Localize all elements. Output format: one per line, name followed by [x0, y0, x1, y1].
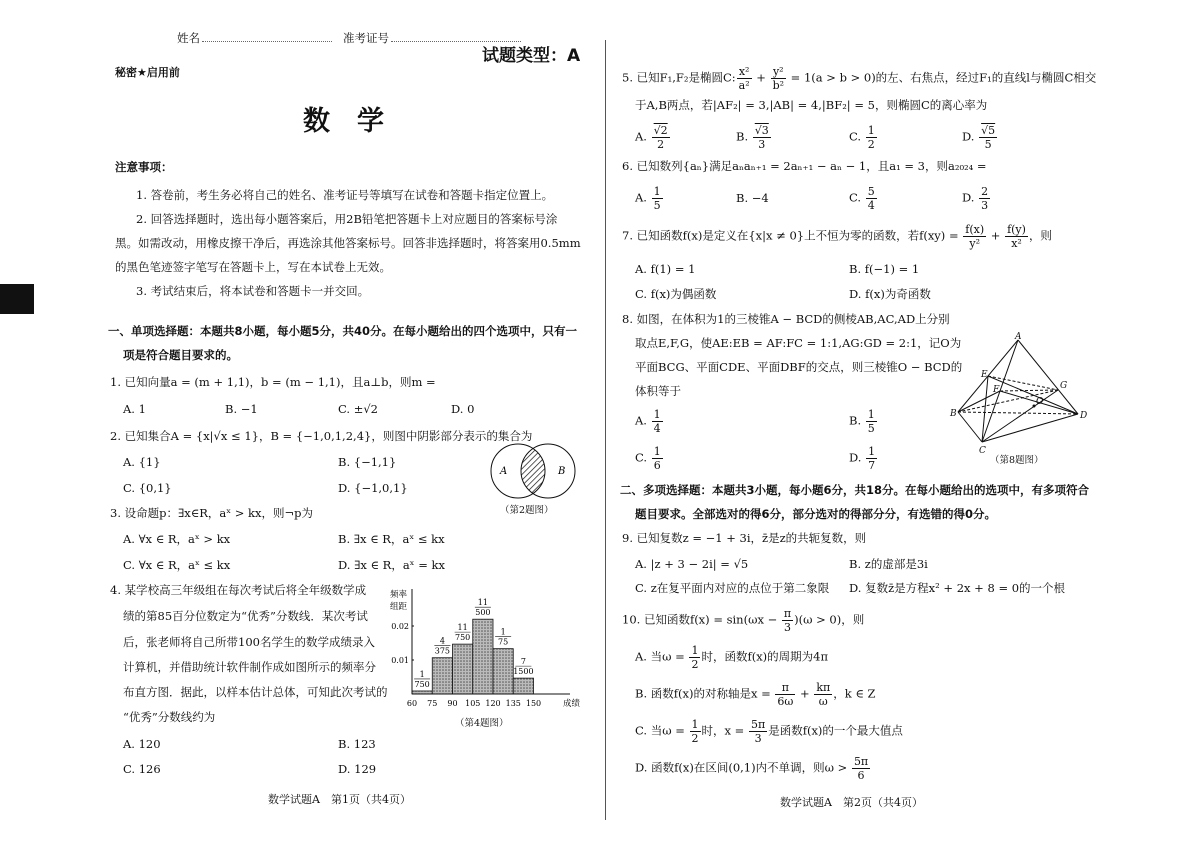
- q8-option-d[interactable]: D. $\frac{1}{7}$: [849, 445, 876, 472]
- q4-line-5: 布直方图．据此，以样本估计总体，可知此次考试的: [123, 685, 388, 699]
- histogram-bar-3: [473, 619, 493, 694]
- note-2-cont: 黑。如需改动，用橡皮擦干净后，再选涂其他答案标号。回答非选择题时，将答案用0.5mm: [115, 236, 581, 250]
- q9-option-b[interactable]: B. z的虚部是3i: [849, 557, 928, 571]
- q8-line-2: 取点E,F,G，使AE:EB = AF:FC = 1:1,AG:GD = 2:1，记O为: [635, 336, 962, 350]
- q9-option-a[interactable]: A. |z + 3 − 2i| = √5: [635, 557, 749, 571]
- histogram-bar-2: [453, 644, 473, 694]
- q4-line-4: 计算机，并借助统计软件制作成如图所示的频率分: [123, 660, 376, 674]
- q3-stem: 3. 设命题p：∃x∈R，aˣ > kx，则¬p为: [110, 506, 314, 520]
- section1-title: 一、单项选择题：本题共8小题，每小题5分，共40分。在每小题给出的四个选项中，只有一: [108, 324, 578, 338]
- bar-label-num-4: 1: [500, 627, 506, 637]
- vertex-c-label: C: [979, 446, 986, 456]
- q7-option-b[interactable]: B. f(−1) = 1: [849, 262, 920, 276]
- vertex-a-label: A: [1015, 332, 1022, 342]
- q5-option-c[interactable]: C. $\frac{1}{2}$: [849, 124, 875, 151]
- x-tick-label-4: 120: [485, 699, 501, 708]
- x-axis-label: 成绩: [563, 699, 580, 709]
- q10-option-a[interactable]: A. 当ω = $\frac{1}{2}$ 时，函数f(x)的周期为4π: [635, 644, 829, 671]
- name-field-label: 姓名: [177, 31, 332, 45]
- q4-line-1: 4. 某学校高三年级组在每次考试后将全年级数学成: [110, 583, 367, 597]
- y-tick-label-0: 0.01: [391, 656, 409, 665]
- q4-figure-caption: （第4题图）: [455, 718, 509, 729]
- q5-stem: 5. 已知F₁,F₂是椭圆C: $\frac{\text{x²}}{\text{a²}}$ + $\frac{\text{y²}}{\text{b²}}$ = 1(a > b > 0)的左、右焦点，经过F₁的直线l与椭圆C相交: [622, 65, 1097, 92]
- bar-label-den-0: 750: [414, 679, 430, 689]
- point-f-label: F: [993, 385, 1000, 395]
- q6-option-d[interactable]: D. $\frac{2}{3}$: [962, 185, 989, 212]
- x-tick-label-0: 60: [406, 699, 418, 708]
- note-2: 2. 回答选择题时，选出每小题答案后，用2B铅笔把答题卡上对应题目的答案标号涂: [136, 212, 558, 226]
- q8-option-a[interactable]: A. $\frac{1}{4}$: [635, 408, 661, 435]
- q4-line-2: 绩的第85百分位数定为“优秀”分数线．某次考试: [123, 609, 368, 623]
- q6-option-b[interactable]: B. −4: [736, 191, 769, 205]
- q2-stem: 2. 已知集合A = {x|√x ≤ 1}，B = {−1,0,1,2,4}，则图中阴影部分表示的集合为: [110, 429, 533, 443]
- q3-option-b[interactable]: B. ∃x ∈ R，aˣ ≤ kx: [338, 532, 445, 546]
- q7-option-d[interactable]: D. f(x)为奇函数: [849, 287, 931, 301]
- q7-stem: 7. 已知函数f(x)是定义在{x|x ≠ 0}上不恒为零的函数，若f(xy) = $\frac{f(x)}{\text{y²}}$ + $\frac{f(y)}{\text{x²}}$ ，则: [622, 223, 1052, 250]
- q1-option-b[interactable]: B. −1: [225, 402, 258, 416]
- q8-line-3: 平面BCG、平面CDE、平面DBF的交点，则三棱锥O − BCD的: [635, 360, 963, 374]
- q8-line-4: 体积等于: [635, 384, 681, 398]
- q10-option-b[interactable]: B. 函数f(x)的对称轴是x = $\frac{\pi}{6\omega}$ + $\frac{k\pi}{\omega}$ ，k ∈ Z: [635, 681, 876, 708]
- bar-label-num-0: 1: [419, 669, 425, 679]
- q1-stem: 1. 已知向量a = (m + 1,1)，b = (m − 1,1)，且a⊥b，则m =: [110, 375, 436, 389]
- q5-option-a[interactable]: A. $\frac{√2}{2}$: [635, 124, 668, 151]
- y-axis-label-bottom: 组距: [390, 602, 408, 612]
- q8-option-c[interactable]: C. $\frac{1}{6}$: [635, 445, 661, 472]
- note-1: 1. 答卷前，考生务必将自己的姓名、准考证号等填写在试卷和答题卡指定位置上。: [136, 188, 554, 202]
- tetrahedron-figure: [948, 330, 1088, 458]
- vertex-d-label: D: [1080, 411, 1088, 421]
- venn-diagram: [488, 440, 578, 502]
- q4-option-d[interactable]: D. 129: [338, 762, 377, 776]
- q4-option-b[interactable]: B. 123: [338, 737, 376, 751]
- point-e-label: E: [981, 370, 988, 380]
- x-tick-label-5: 135: [505, 699, 521, 708]
- section2-title: 二、多项选择题：本题共3小题，每小题6分，共18分。在每小题给出的选项中，有多项符合: [620, 483, 1090, 497]
- bar-label-num-5: 7: [520, 657, 526, 667]
- q2-option-d[interactable]: D. {−1,0,1}: [338, 481, 408, 495]
- bar-label-num-2: 11: [457, 623, 468, 633]
- bar-label-den-3: 500: [475, 608, 491, 618]
- bar-label-den-5: 1500: [513, 667, 534, 677]
- exam-number-label: 准考证号: [343, 31, 521, 45]
- footer-left: 数学试题A 第1页（共4页）: [268, 793, 411, 806]
- q5-option-b[interactable]: B. $\frac{√3}{3}$: [736, 124, 769, 151]
- page-title: 数 学: [303, 106, 384, 137]
- q9-option-c[interactable]: C. z在复平面内对应的点位于第二象限: [635, 581, 830, 595]
- q5-stem-cont: 于A,B两点，若|AF₂| = 3,|AB| = 4,|BF₂| = 5，则椭圆C的离心率为: [635, 98, 988, 112]
- histogram-bar-1: [432, 658, 452, 694]
- x-tick-label-1: 75: [427, 699, 438, 708]
- q9-stem: 9. 已知复数z = −1 + 3i，z̄是z的共轭复数，则: [622, 531, 867, 545]
- note-2-end: 的黑色笔迹签字笔写在答题卡上，写在本试卷上无效。: [115, 260, 391, 274]
- q1-option-c[interactable]: C. ±√2: [338, 402, 378, 416]
- y-tick-label-1: 0.02: [391, 622, 409, 631]
- x-tick-label-6: 150: [525, 699, 542, 708]
- q3-option-d[interactable]: D. ∃x ∈ R，aˣ = kx: [338, 558, 445, 572]
- q2-figure-caption: （第2题图）: [500, 505, 554, 516]
- venn-label-a: A: [500, 466, 508, 477]
- q4-option-c[interactable]: C. 126: [123, 762, 161, 776]
- section1-title-cont: 项是符合题目要求的。: [123, 348, 238, 362]
- bar-label-num-1: 4: [439, 636, 445, 646]
- page-divider: [605, 40, 606, 820]
- q8-option-b[interactable]: B. $\frac{1}{5}$: [849, 408, 875, 435]
- q2-option-b[interactable]: B. {−1,1}: [338, 455, 397, 469]
- footer-right: 数学试题A 第2页（共4页）: [780, 796, 923, 809]
- q2-option-c[interactable]: C. {0,1}: [123, 481, 172, 495]
- q10-option-d[interactable]: D. 函数f(x)在区间(0,1)内不单调，则ω > $\frac{5\pi}{6}$: [635, 755, 869, 782]
- q7-option-a[interactable]: A. f(1) = 1: [635, 262, 696, 276]
- histogram-bar-5: [513, 678, 533, 694]
- q6-stem: 6. 已知数列{aₙ}满足aₙaₙ₊₁ = 2aₙ₊₁ − aₙ − 1，且a₁ = 3，则a₂₀₂₄ =: [622, 159, 987, 173]
- q3-option-c[interactable]: C. ∀x ∈ R，aˣ ≤ kx: [123, 558, 231, 572]
- q8-figure-caption: （第8题图）: [990, 455, 1044, 466]
- q3-option-a[interactable]: A. ∀x ∈ R，aˣ > kx: [123, 532, 231, 546]
- q4-line-3: 后，张老师将自己所带100名学生的数学成绩录入: [123, 635, 375, 649]
- y-axis-label-top: 频率: [390, 590, 408, 600]
- note-3: 3. 考试结束后，将本试卷和答题卡一并交回。: [136, 284, 370, 298]
- q1-option-d[interactable]: D. 0: [451, 402, 475, 416]
- q6-option-a[interactable]: A. $\frac{1}{5}$: [635, 185, 661, 212]
- point-g-label: G: [1060, 381, 1068, 391]
- x-tick-label-3: 105: [465, 699, 481, 708]
- bar-label-num-3: 11: [477, 598, 488, 608]
- bar-label-den-4: 75: [498, 637, 509, 647]
- histogram-bar-4: [493, 649, 513, 694]
- exam-number-input-line[interactable]: [391, 31, 521, 42]
- q8-line-1: 8. 如图，在体积为1的三棱锥A − BCD的侧棱AB,AC,AD上分别: [622, 312, 950, 326]
- q10-stem: 10. 已知函数f(x) = sin(ωx − $\frac{\pi}{3}$ )(ω > 0)，则: [622, 607, 865, 634]
- q7-option-c[interactable]: C. f(x)为偶函数: [635, 287, 717, 301]
- name-input-line[interactable]: [202, 31, 332, 42]
- q9-option-d[interactable]: D. 复数z̄是方程x² + 2x + 8 = 0的一个根: [849, 581, 1066, 595]
- q5-option-d[interactable]: D. $\frac{√5}{5}$: [962, 124, 996, 151]
- frequency-histogram: [385, 585, 580, 715]
- q4-line-6: “优秀”分数线约为: [123, 710, 216, 724]
- bar-label-den-2: 750: [454, 633, 471, 643]
- x-tick-label-2: 90: [447, 699, 458, 708]
- section2-title-cont: 题目要求。全部选对的得6分，部分选对的得部分分，有选错的得0分。: [635, 507, 996, 521]
- paper-type: 试题类型：A: [482, 46, 581, 66]
- confidential-label: 秘密★启用前: [115, 66, 180, 79]
- q10-option-c[interactable]: C. 当ω = $\frac{1}{2}$ 时，x = $\frac{5\pi}{3}$ 是函数f(x)的一个最大值点: [635, 718, 903, 745]
- q4-option-a[interactable]: A. 120: [123, 737, 161, 751]
- venn-label-b: B: [558, 466, 566, 477]
- vertex-b-label: B: [950, 409, 957, 419]
- bar-label-den-1: 375: [434, 646, 451, 656]
- q1-option-a[interactable]: A. 1: [123, 402, 146, 416]
- point-o-label: O: [1036, 397, 1044, 407]
- q6-option-c[interactable]: C. $\frac{5}{4}$: [849, 185, 875, 212]
- scan-mark: [0, 284, 34, 314]
- q2-option-a[interactable]: A. {1}: [123, 455, 161, 469]
- notes-title: 注意事项：: [115, 160, 173, 174]
